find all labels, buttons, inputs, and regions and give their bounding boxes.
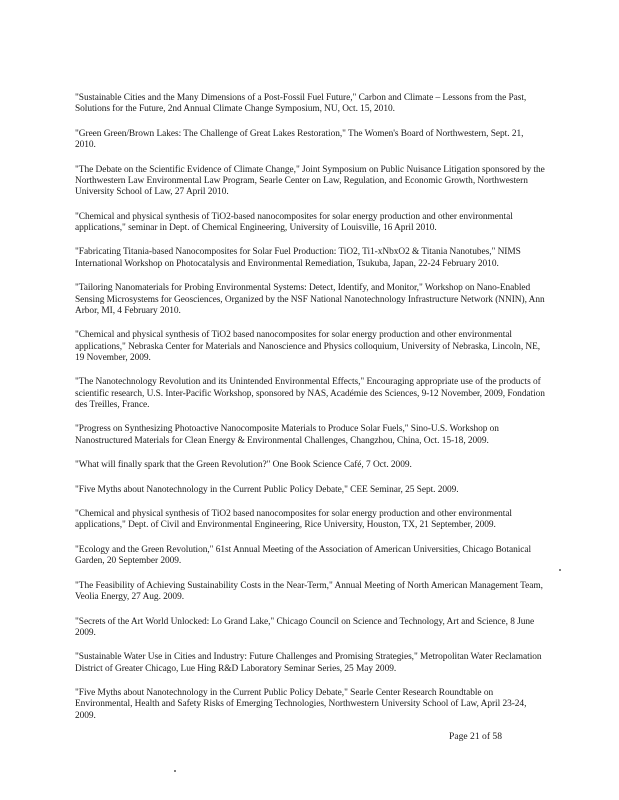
scan-speck [174,770,176,772]
list-item: "Fabricating Titania-based Nanocomposites for Solar Fuel Production: TiO2, Ti1-xNbxO2 & Titania Nanotubes," NIMS International Workshop on Photocatalysis and Environmental Remediation, Tsukuba, Japan, 22-24 February 2010. [75,247,521,269]
list-item: "Chemical and physical synthesis of TiO2 based nanocomposites for solar energy production and other environmental applications," Nebraska Center for Materials and Nanoscience and Physics colloquium, University of Nebraska, Lincoln, NE, 19 November, 2009. [75,330,541,363]
list-item: "The Nanotechnology Revolution and its Unintended Environmental Effects," Encouraging appropriate use of the products of scientific research, U.S. Inter-Pacific Workshop, sponsored by NAS, Académie des Sciences, 9-12 November, 2009, Fondation des Treilles, France. [75,377,545,410]
list-item: "Chemical and physical synthesis of TiO2 based nanocomposites for solar energy production and other environmental applications," Dept. of Civil and Environmental Engineering, Rice University, Houston, TX, 21 September, 2009. [75,509,512,531]
list-item: "What will finally spark that the Green Revolution?" One Book Science Café, 7 Oct. 2009. [75,460,412,471]
list-item: "Sustainable Water Use in Cities and Industry: Future Challenges and Promising Strategies," Metropolitan Water Reclamation District of Greater Chicago, Lue Hing R&D Laboratory Seminar Series, 25 May 2009. [75,652,542,674]
list-item: "Chemical and physical synthesis of TiO2-based nanocomposites for solar energy production and other environmental applications," seminar in Dept. of Chemical Engineering, University of Louisville, 16 April 2010. [75,211,513,233]
list-item: "Five Myths about Nanotechnology in the Current Public Policy Debate," Searle Center Research Roundtable on Environmental, Health and Safety Risks of Emerging Technologies, Northwestern University School of Law, April 23-24, 2009. [75,688,527,721]
list-item: "Five Myths about Nanotechnology in the Current Public Policy Debate," CEE Seminar, 25 Sept. 2009. [75,484,459,495]
list-item: "Ecology and the Green Revolution," 61st Annual Meeting of the Association of American Universities, Chicago Botanical Garden, 20 September 2009. [75,544,532,567]
list-item: "The Debate on the Scientific Evidence of Climate Change," Joint Symposium on Public Nuisance Litigation sponsored by the Northwestern Law Environmental Law Program, Searle Center on Law, Regulation, and Economic Growth, Northwestern University School of Law, 27 April 2010. [75,164,545,198]
scan-speck [559,569,561,571]
list-item: "Sustainable Cities and the Many Dimensions of a Post-Fossil Fuel Future," Carbon and Climate – Lessons from the Past, Solutions for the Future, 2nd Annual Climate Change Symposium, NU, Oct. 15, 2010. [75,93,527,115]
list-item: "Green Green/Brown Lakes: The Challenge of Great Lakes Restoration," The Women's Board of Northwestern, Sept. 21, 2010. [75,128,524,151]
list-item: "Secrets of the Art World Unlocked: Lo Grand Lake," Chicago Council on Science and Technology, Art and Science, 8 June 2009. [75,616,535,638]
page-number: Page 21 of 58 [449,731,503,742]
list-item: "The Feasibility of Achieving Sustainability Costs in the Near-Term," Annual Meeting of North American Management Team, Veolia Energy, 27 Aug. 2009. [75,580,543,603]
list-item: "Tailoring Nanomaterials for Probing Environmental Systems: Detect, Identify, and Monitor," Workshop on Nano-Enabled Sensing Microsystems for Geosciences, Organized by the NSF National Nanotechnology Infrastructure Network (NNIN), Ann Arbor, MI, 4 February 2010. [75,283,545,316]
list-item: "Progress on Synthesizing Photoactive Nanocomposite Materials to Produce Solar Fuels," Sino-U.S. Workshop on Nanostructured Materials for Clean Energy & Environmental Challenges, Changzhou, China, Oct. 15-18, 2009. [75,424,499,446]
presentation-list [75,93,545,735]
